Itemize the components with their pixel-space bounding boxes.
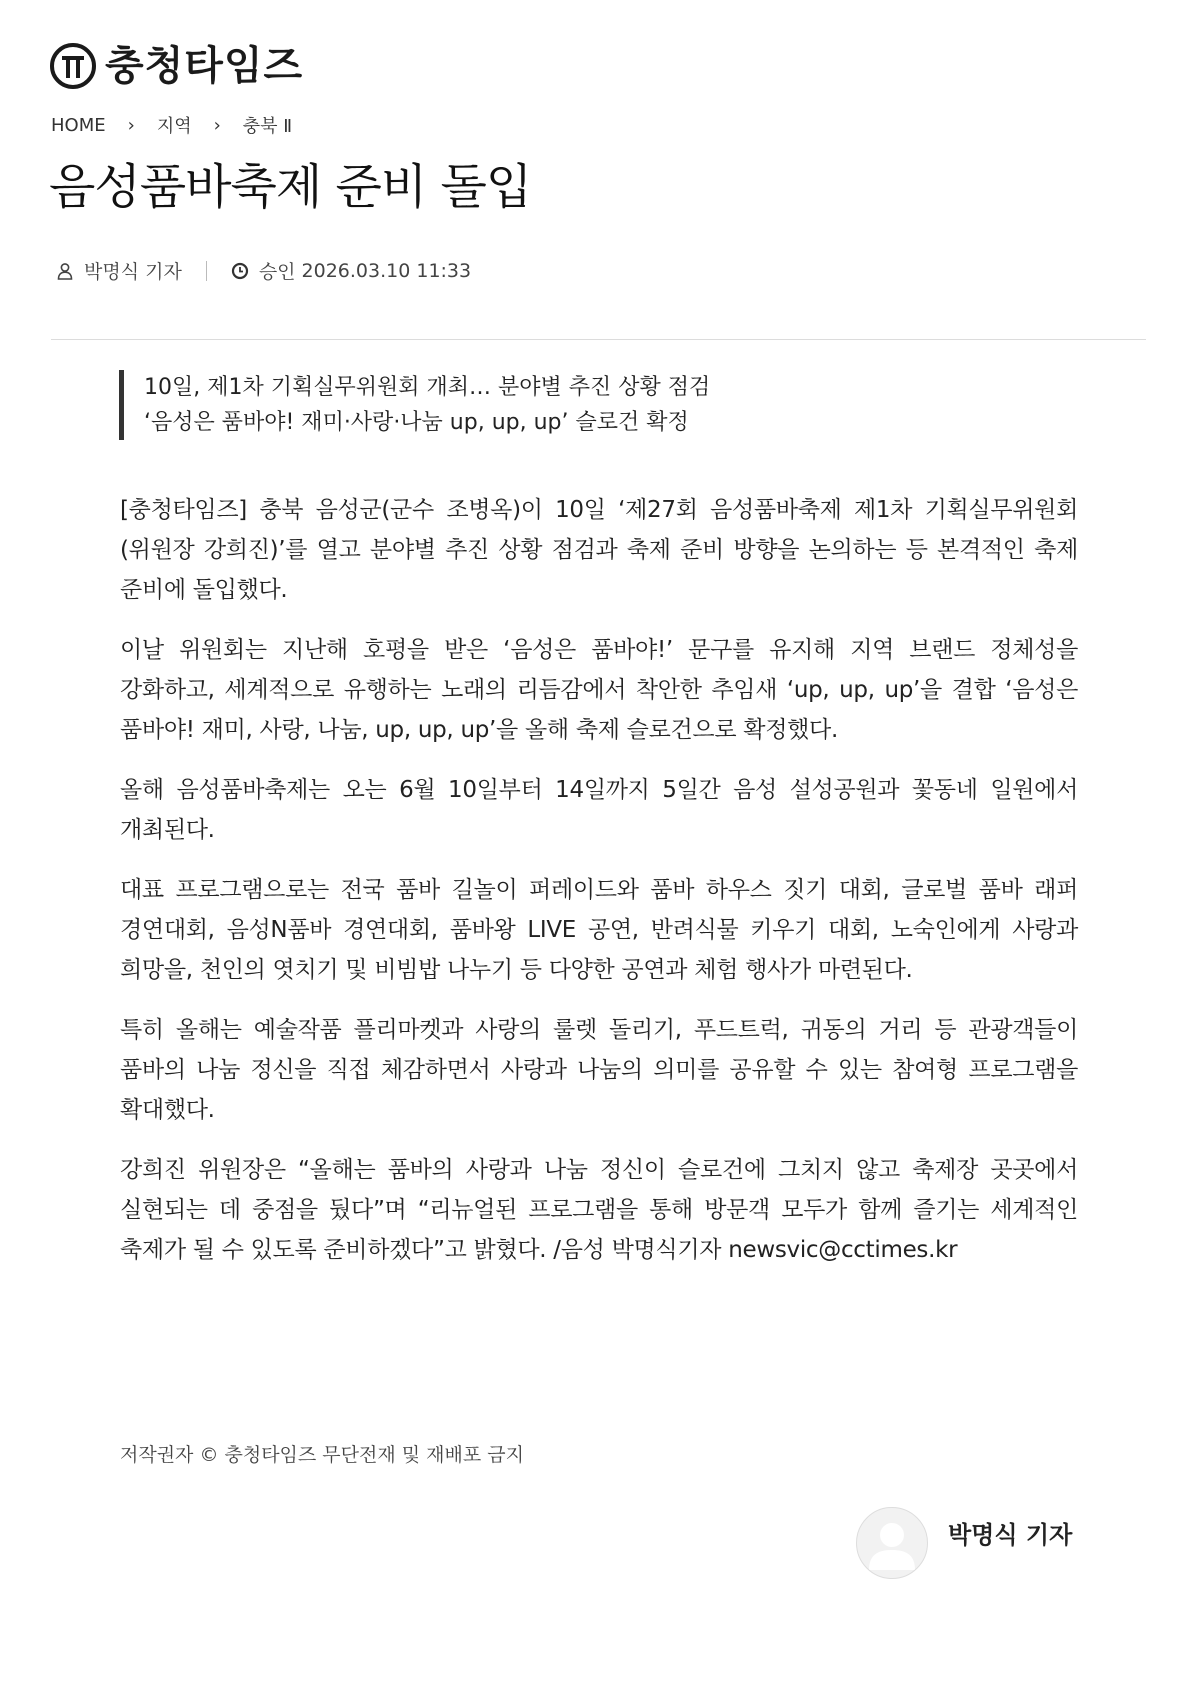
clock-icon: [231, 262, 249, 280]
article-paragraph: 강희진 위원장은 “올해는 품바의 사랑과 나눔 정신이 슬로건에 그치지 않고 축제장 곳곳에서 실현되는 데 중점을 뒀다”며 “리뉴얼된 프로그램을 통해 방문객 모두가 함께 즐기는 세계적인 축제가 될 수 있도록 준비하겠다”고 밝혔다. /음성 박명식기자 newsvic@cctimes.kr: [120, 1157, 1078, 1263]
article-paragraph: 올해 음성품바축제는 오는 6월 10일부터 14일까지 5일간 음성 설성공원과 꽃동네 일원에서 개최된다.: [120, 777, 1078, 843]
subtitle-line: ‘음성은 품바야! 재미·사랑·나눔 up, up, up’ 슬로건 확정: [144, 410, 689, 435]
article-body: [120, 490, 1078, 1290]
author-byline[interactable]: 박명식 기자: [84, 261, 182, 283]
article-meta: [56, 257, 471, 284]
article-paragraph: 이날 위원회는 지난해 호평을 받은 ‘음성은 품바야!’ 문구를 유지해 지역 브랜드 정체성을 강화하고, 세계적으로 유행하는 노래의 리듬감에서 착안한 추임새 ‘up, up, up’을 결합 ‘음성은 품바야! 재미, 사랑, 나눔, up, up, up’을 올해 축제 슬로건으로 확정했다.: [120, 637, 1078, 743]
user-icon: [56, 262, 74, 280]
avatar[interactable]: [856, 1507, 928, 1579]
article-paragraph: 대표 프로그램으로는 전국 품바 길놀이 퍼레이드와 품바 하우스 짓기 대회, 글로벌 품바 래퍼 경연대회, 음성N품바 경연대회, 품바왕 LIVE 공연, 반려식물 키우기 대회, 노숙인에게 사랑과 희망을, 천인의 엿치기 및 비빔밥 나누기 등 다양한 공연과 체험 행사가 마련된다.: [120, 877, 1078, 983]
author-card[interactable]: [856, 1507, 1072, 1579]
breadcrumb-region[interactable]: 지역: [156, 116, 192, 137]
logo-text: 충청타임즈: [105, 43, 304, 89]
breadcrumb: [51, 112, 292, 138]
site-logo[interactable]: [49, 42, 303, 90]
header-divider: [51, 339, 1146, 340]
page-title: 음성품바축제 준비 돌입: [49, 159, 532, 215]
chevron-right-icon: ›: [213, 114, 221, 136]
article-paragraph: 특히 올해는 예술작품 플리마켓과 사랑의 룰렛 돌리기, 푸드트럭, 귀동의 거리 등 관광객들이 품바의 나눔 정신을 직접 체감하면서 사랑과 나눔의 의미를 공유할 수 있는 참여형 프로그램을 확대했다.: [120, 1017, 1078, 1123]
author-card-name[interactable]: 박명식 기자: [948, 1521, 1073, 1549]
user-avatar-icon: [857, 1508, 927, 1578]
approved-label: 승인: [258, 261, 296, 283]
subtitle-line: 10일, 제1차 기획실무위원회 개최… 분야별 추진 상황 점검: [144, 375, 711, 400]
breadcrumb-section[interactable]: 충북 Ⅱ: [242, 116, 293, 137]
chevron-right-icon: ›: [127, 114, 135, 136]
approved-time: 2026.03.10 11:33: [301, 259, 472, 282]
copyright-notice: 저작권자 © 충청타임즈 무단전재 및 재배포 금지: [120, 1444, 524, 1466]
logo-emblem-icon: [49, 42, 97, 90]
meta-divider: [206, 261, 207, 281]
breadcrumb-home[interactable]: HOME: [51, 114, 106, 136]
article-paragraph: [충청타임즈] 충북 음성군(군수 조병옥)이 10일 ‘제27회 음성품바축제 제1차 기획실무위원회(위원장 강희진)’를 열고 분야별 추진 상황 점검과 축제 준비 방향을 논의하는 등 본격적인 축제 준비에 돌입했다.: [120, 497, 1078, 603]
article-subtitle: [119, 370, 710, 440]
